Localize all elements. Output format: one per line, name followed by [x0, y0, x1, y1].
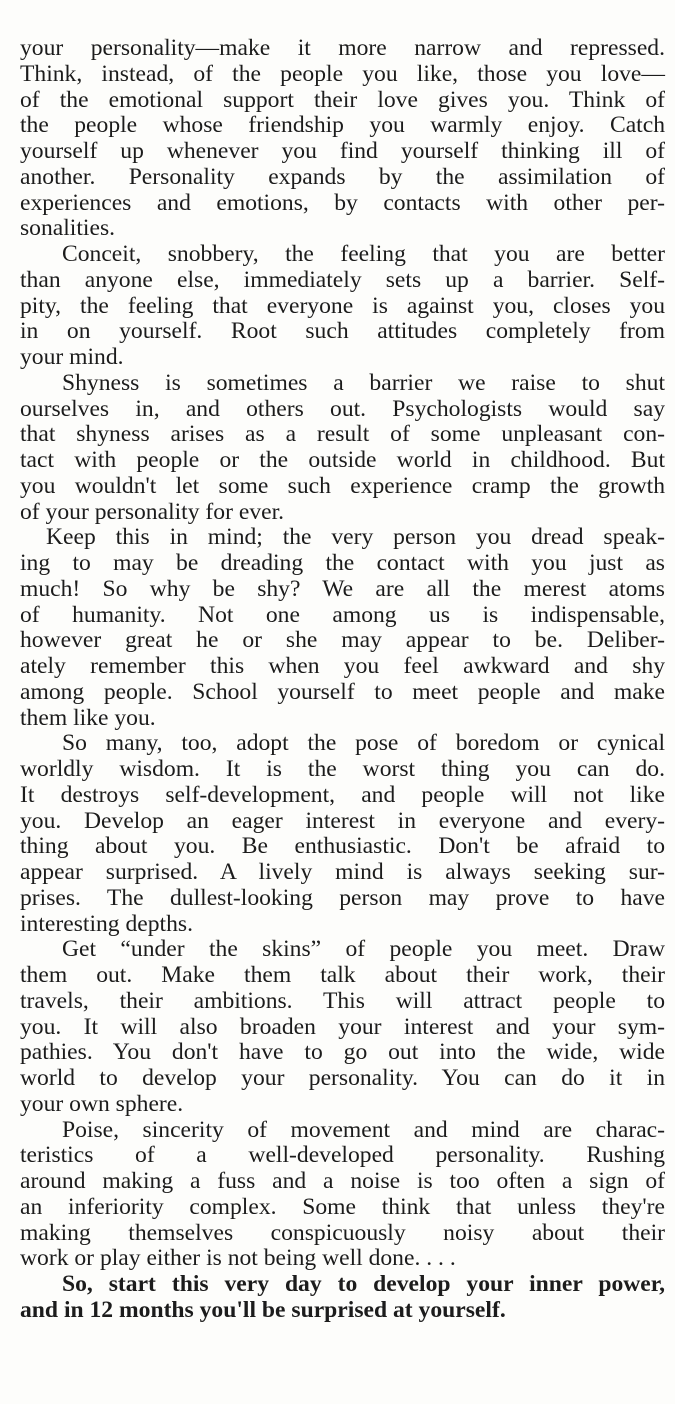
paragraph-boredom [20, 731, 665, 937]
paragraph-poise [20, 1118, 665, 1273]
text-line: your own sphere. [20, 1090, 184, 1117]
text-line: work or play either is not being well done. . . . [20, 1245, 456, 1272]
paragraph-conceit [20, 242, 665, 371]
text-line: them like you. [20, 704, 156, 731]
text-line: teristics of a well-developed personality. Rushing [20, 1142, 665, 1169]
text-line: appear surprised. A lively mind is always seeking sur- [20, 859, 665, 885]
text-line: of your personality for ever. [20, 498, 285, 525]
text-line: Poise, sincerity of movement and mind are charac- [62, 1116, 665, 1143]
text-line: ourselves in, and others out. Psychologists would say [20, 395, 665, 422]
paragraph-shyness [20, 371, 665, 526]
text-line: experiences and emotions, by contacts with other per- [20, 189, 665, 216]
text-line: It destroys self-development, and people will not like [20, 781, 665, 808]
text-line: ing to may be dreading the contact with you just as [20, 550, 665, 576]
text-line: around making a fuss and a noise is too often a sign of [20, 1168, 665, 1194]
text-line: the people whose friendship you warmly enjoy. Catch [20, 112, 665, 139]
text-line: interesting depths. [20, 910, 193, 937]
text-line: among people. School yourself to meet people and make [20, 678, 665, 705]
text-line: an inferiority complex. Some think that unless they're [20, 1193, 665, 1220]
text-line: So, start this very day to develop your inner power, [62, 1271, 665, 1297]
text-line: that shyness arises as a result of some unpleasant con- [20, 421, 665, 448]
text-line: prises. The dullest-looking person may prove to have [20, 884, 665, 911]
text-line: and in 12 months you'll be surprised at yourself. [20, 1296, 506, 1323]
paragraph-continuation [20, 36, 665, 242]
text-line: your mind. [20, 344, 124, 370]
text-line: Think, instead, of the people you like, those you love— [20, 60, 665, 87]
article-body [20, 36, 665, 1324]
text-line: sonalities. [20, 215, 116, 242]
text-line: Conceit, snobbery, the feeling that you are better [62, 241, 665, 267]
text-line: pathies. You don't have to go out into the wide, wide [20, 1039, 665, 1066]
text-line: of the emotional support their love gives you. Think of [20, 86, 665, 113]
text-line: however great he or she may appear to be. Deliber- [20, 627, 665, 654]
text-line: ately remember this when you feel awkward and shy [20, 653, 665, 679]
text-line: much! So why be shy? We are all the merest atoms [20, 575, 665, 602]
text-line: Get “under the skins” of people you meet. Draw [62, 936, 665, 963]
text-line: thing about you. Be enthusiastic. Don't be afraid to [20, 833, 665, 860]
text-line: yourself up whenever you find yourself thinking ill of [20, 138, 665, 164]
text-line: you. It will also broaden your interest and your sym- [20, 1013, 665, 1040]
text-line: Shyness is sometimes a barrier we raise to shut [62, 369, 665, 396]
text-line: your personality—make it more narrow and repressed. [20, 35, 665, 61]
text-line: than anyone else, immediately sets up a barrier. Self- [20, 266, 665, 293]
text-line: Keep this in mind; the very person you dread speak- [46, 524, 665, 551]
text-line: tact with people or the outside world in childhood. But [20, 447, 665, 473]
text-line: you. Develop an eager interest in everyone and every- [20, 807, 665, 834]
paragraph-closing [20, 1272, 665, 1324]
text-line: pity, the feeling that everyone is against you, closes you [20, 292, 665, 319]
text-line: in on yourself. Root such attitudes completely from [20, 318, 665, 345]
text-line: So many, too, adopt the pose of boredom or cynical [62, 730, 665, 757]
text-line: world to develop your personality. You can do it in [20, 1065, 665, 1091]
text-line: you wouldn't let some such experience cramp the growth [20, 472, 665, 499]
paragraph-under-the-skins [20, 937, 665, 1117]
text-line: travels, their ambitions. This will attract people to [20, 987, 665, 1014]
text-line: making themselves conspicuously noisy about their [20, 1219, 665, 1246]
text-line: another. Personality expands by the assimilation of [20, 163, 665, 190]
text-line: of humanity. Not one among us is indispensable, [20, 601, 665, 628]
text-line: them out. Make them talk about their work, their [20, 962, 665, 988]
text-line: worldly wisdom. It is the worst thing you can do. [20, 756, 665, 782]
paragraph-keep-in-mind [20, 525, 665, 731]
